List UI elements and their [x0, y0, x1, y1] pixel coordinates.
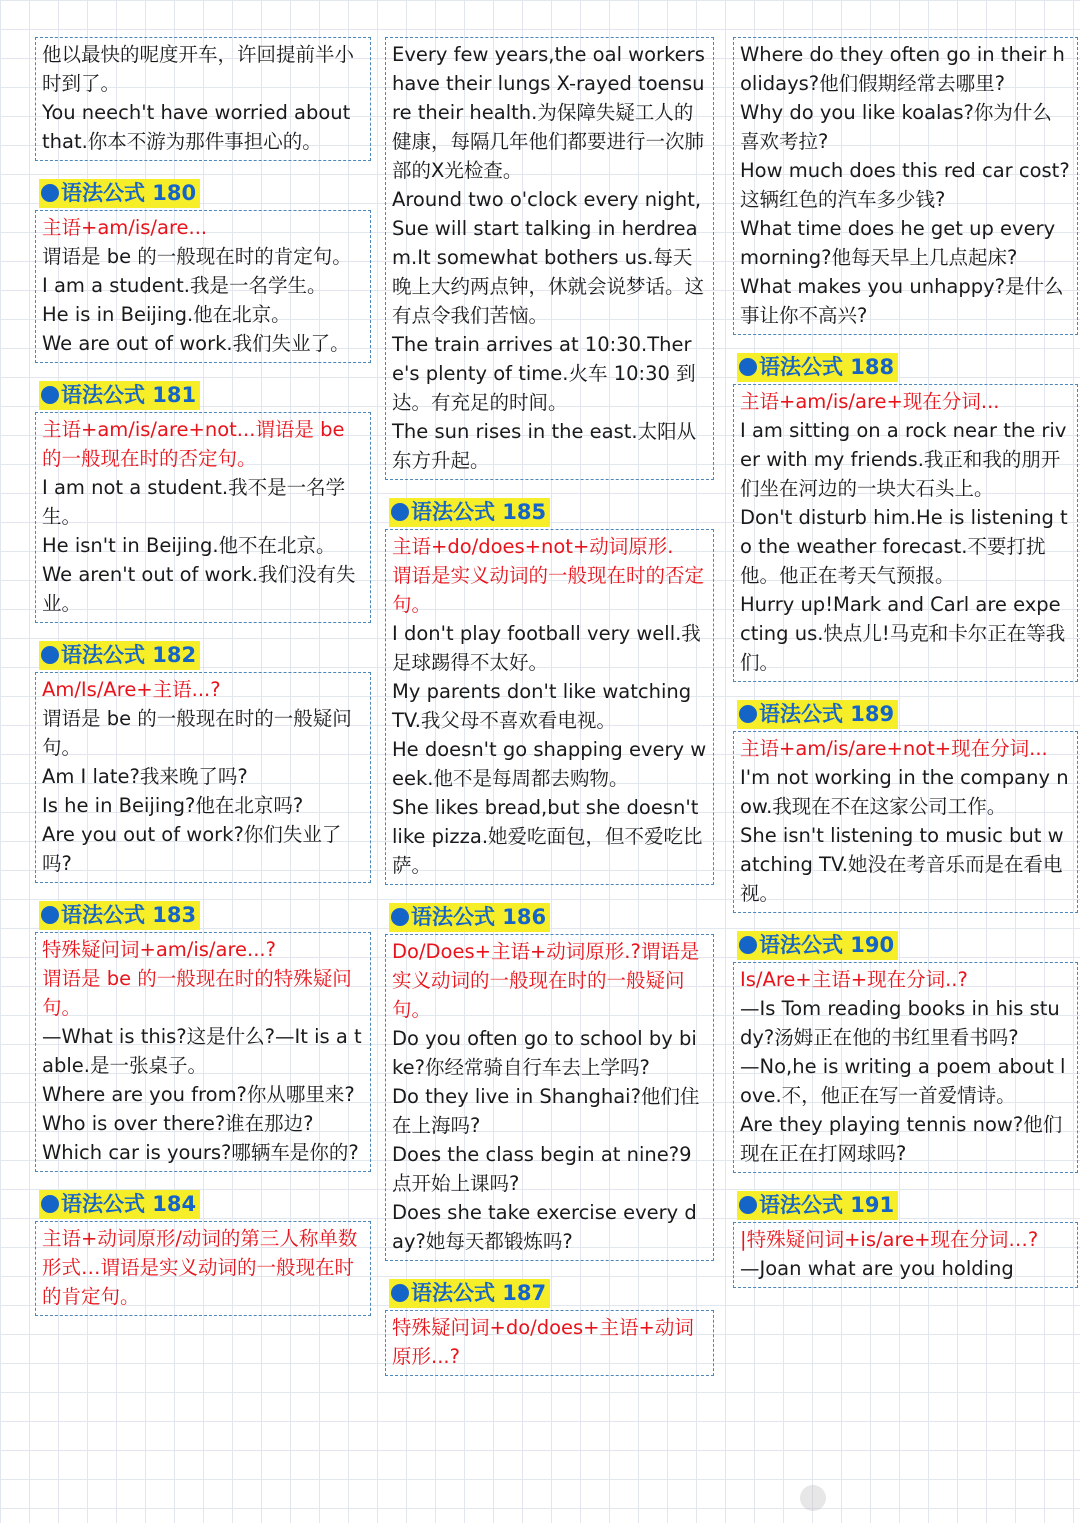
formula-heading-label: 语法公式 180: [61, 181, 197, 205]
example-line: Do you often go to school by bike?你经常骑自行车去上学吗?: [392, 1027, 697, 1079]
rule-line: 主语+am/is/are+not...谓语是 be 的一般现在时的否定句。: [42, 418, 345, 470]
example-line: —Joan what are you holding: [740, 1257, 1014, 1280]
formula-heading: [389, 498, 550, 527]
example-line: I am sitting on a rock near the river with my friends.我正和我的朋开们坐在河边的一块大石头上。: [740, 419, 1067, 500]
column-1: [35, 37, 371, 1316]
note-box: [35, 412, 371, 623]
example-line: Do they live in Shanghai?他们住在上海吗?: [392, 1085, 700, 1137]
formula-heading: [737, 353, 898, 382]
watermark: [800, 1485, 1040, 1515]
example-line: What makes you unhappy?是什么事让你不高兴?: [740, 275, 1064, 327]
note-box: [35, 932, 371, 1172]
example-line: She likes bread,but she doesn't like pizza.她爱吃面包，但不爱吃比萨。: [392, 796, 703, 877]
column-2: [385, 37, 714, 1376]
example-line: She isn't listening to music but watching TV.她没在考音乐而是在看电视。: [740, 824, 1064, 905]
rule-line: Do/Does+主语+动词原形.?谓语是实义动词的一般现在时的一般疑问句。: [392, 940, 700, 1021]
note-box: [35, 210, 371, 363]
note-box: [733, 962, 1078, 1173]
note-box: [385, 1310, 714, 1376]
example-line: —Is Tom reading books in his study?汤姆正在他的书红里看书吗?: [740, 997, 1060, 1049]
formula-heading: [737, 1191, 898, 1220]
example-line: You neech't have worried about that.你本不游为那件事担心的。: [42, 101, 351, 153]
formula-heading-label: 语法公式 184: [61, 1192, 197, 1216]
note-box: [385, 934, 714, 1261]
formula-heading-label: 语法公式 187: [411, 1281, 547, 1305]
rule-line: Is/Are+主语+现在分词..?: [740, 968, 968, 991]
formula-heading: [39, 1190, 200, 1219]
rule-line: 特殊疑问词+do/does+主语+动词原形...?: [392, 1316, 694, 1368]
formula-heading-label: 语法公式 182: [61, 643, 197, 667]
formula-heading: [39, 381, 200, 410]
example-line: Are you out of work?你们失业了吗?: [42, 823, 342, 875]
example-line: The sun rises in the east.太阳从东方升起。: [392, 420, 697, 472]
bullet-dot-icon: [41, 646, 59, 664]
example-line: How much does this red car cost?这辆红色的汽车多少钱?: [740, 159, 1070, 211]
formula-heading: [389, 1279, 550, 1308]
example-line: The train arrives at 10:30.There's plenty of time.火车 10:30 到达。有充足的时间。: [392, 333, 696, 414]
example-line: We are out of work.我们失业了。: [42, 332, 350, 355]
example-line: —What is this?这是什么?—It is a table.是一张桌子。: [42, 1025, 362, 1077]
formula-heading-label: 语法公式 190: [759, 933, 895, 957]
note-box: [733, 384, 1078, 682]
formula-heading: [389, 903, 550, 932]
example-line: Are they playing tennis now?他们现在正在打网球吗?: [740, 1113, 1063, 1165]
formula-heading-label: 语法公式 186: [411, 905, 547, 929]
example-line: He is in Beijing.他在北京。: [42, 303, 291, 326]
note-box: [733, 37, 1078, 335]
formula-heading-label: 语法公式 185: [411, 500, 547, 524]
formula-heading: [737, 931, 898, 960]
example-line: Around two o'clock every night,Sue will start talking in herdream.It somewhat bothers us.每天晚上大约两点钟，休就会说梦话。这有点令我们苦恼。: [392, 188, 705, 327]
rule-line: 主语+动词原形/动词的第三人称单数形式…谓语是实义动词的一般现在时的肯定句。: [42, 1227, 358, 1308]
bullet-dot-icon: [391, 908, 409, 926]
rule-line: 主语+am/is/are...: [42, 216, 208, 239]
rule-line: 谓语是 be 的一般现在时的特殊疑问句。: [42, 967, 352, 1019]
note-box: [733, 1222, 1078, 1288]
note-box: [35, 672, 371, 883]
bullet-dot-icon: [391, 503, 409, 521]
example-line: Which car is yours?哪辆车是你的?: [42, 1141, 359, 1164]
example-line: 谓语是 be 的一般现在时的一般疑问句。: [42, 707, 352, 759]
example-line: I don't play football very well.我足球踢得不太好。: [392, 622, 701, 674]
bullet-dot-icon: [739, 1196, 757, 1214]
note-box: [35, 1221, 371, 1316]
example-line: We aren't out of work.我们没有失业。: [42, 563, 356, 615]
example-line: Am I late?我来晚了吗?: [42, 765, 248, 788]
formula-heading: [39, 901, 200, 930]
example-line: Does she take exercise every day?她每天都锻炼吗?: [392, 1201, 697, 1253]
note-box: [733, 731, 1078, 913]
rule-line: 主语+am/is/are+现在分词...: [740, 390, 1000, 413]
formula-heading: [39, 179, 200, 208]
example-line: 谓语是 be 的一般现在时的肯定句。: [42, 245, 352, 268]
rule-line: 主语+am/is/are+not+现在分词...: [740, 737, 1048, 760]
example-line: He isn't in Beijing.他不在北京。: [42, 534, 336, 557]
example-line: I am not a student.我不是一名学生。: [42, 476, 346, 528]
note-box: [35, 37, 371, 161]
bullet-dot-icon: [739, 936, 757, 954]
example-line: Where do they often go in their holidays?他们假期经常去哪里?: [740, 43, 1065, 95]
example-line: Don't disturb him.He is listening to the weather forecast.不要打扰他。他正在考天气预报。: [740, 506, 1068, 587]
example-line: 他以最快的呢度开车，许回提前半小时到了。: [42, 43, 355, 95]
formula-heading-label: 语法公式 181: [61, 383, 197, 407]
example-line: Every few years,the oal workers have their lungs X-rayed toensure their health.为保障失疑工人的健康，每隔几年他们都要进行一次肺部的X光检查。: [392, 43, 705, 182]
rule-line: 谓语是实义动词的一般现在时的否定句。: [392, 564, 705, 616]
example-line: Where are you from?你从哪里来?: [42, 1083, 355, 1106]
formula-heading: [39, 641, 200, 670]
bullet-dot-icon: [739, 705, 757, 723]
example-line: Does the class begin at nine?9点开始上课吗?: [392, 1143, 692, 1195]
example-line: What time does he get up every morning?他每天早上几点起床?: [740, 217, 1056, 269]
example-line: I am a student.我是一名学生。: [42, 274, 327, 297]
example-line: I'm not working in the company now.我现在不在这家公司工作。: [740, 766, 1069, 818]
example-line: Who is over there?谁在那边?: [42, 1112, 314, 1135]
rule-line: 特殊疑问词+am/is/are...?: [42, 938, 276, 961]
watermark-logo-icon: [800, 1485, 826, 1511]
bullet-dot-icon: [41, 906, 59, 924]
example-line: Hurry up!Mark and Carl are expecting us.快点儿!马克和卡尔正在等我们。: [740, 593, 1066, 674]
bullet-dot-icon: [41, 1195, 59, 1213]
example-line: My parents don't like watching TV.我父母不喜欢看电视。: [392, 680, 692, 732]
formula-heading: [737, 700, 898, 729]
formula-heading-label: 语法公式 191: [759, 1193, 895, 1217]
example-line: —No,he is writing a poem about love.不，他正在写一首爱情诗。: [740, 1055, 1066, 1107]
note-box: [385, 529, 714, 885]
formula-heading-label: 语法公式 188: [759, 355, 895, 379]
formula-heading-label: 语法公式 183: [61, 903, 197, 927]
rule-line: Am/Is/Are+主语...?: [42, 678, 221, 701]
column-3: [733, 37, 1078, 1288]
example-line: He doesn't go shapping every week.他不是每周都去购物。: [392, 738, 707, 790]
example-line: Is he in Beijing?他在北京吗?: [42, 794, 304, 817]
formula-heading-label: 语法公式 189: [759, 702, 895, 726]
bullet-dot-icon: [41, 386, 59, 404]
rule-line: |特殊疑问词+is/are+现在分词…?: [740, 1228, 1039, 1251]
bullet-dot-icon: [739, 358, 757, 376]
bullet-dot-icon: [41, 184, 59, 202]
example-line: Why do you like koalas?你为什么喜欢考拉?: [740, 101, 1052, 153]
rule-line: 主语+do/does+not+动词原形.: [392, 535, 674, 558]
note-box: [385, 37, 714, 480]
bullet-dot-icon: [391, 1284, 409, 1302]
